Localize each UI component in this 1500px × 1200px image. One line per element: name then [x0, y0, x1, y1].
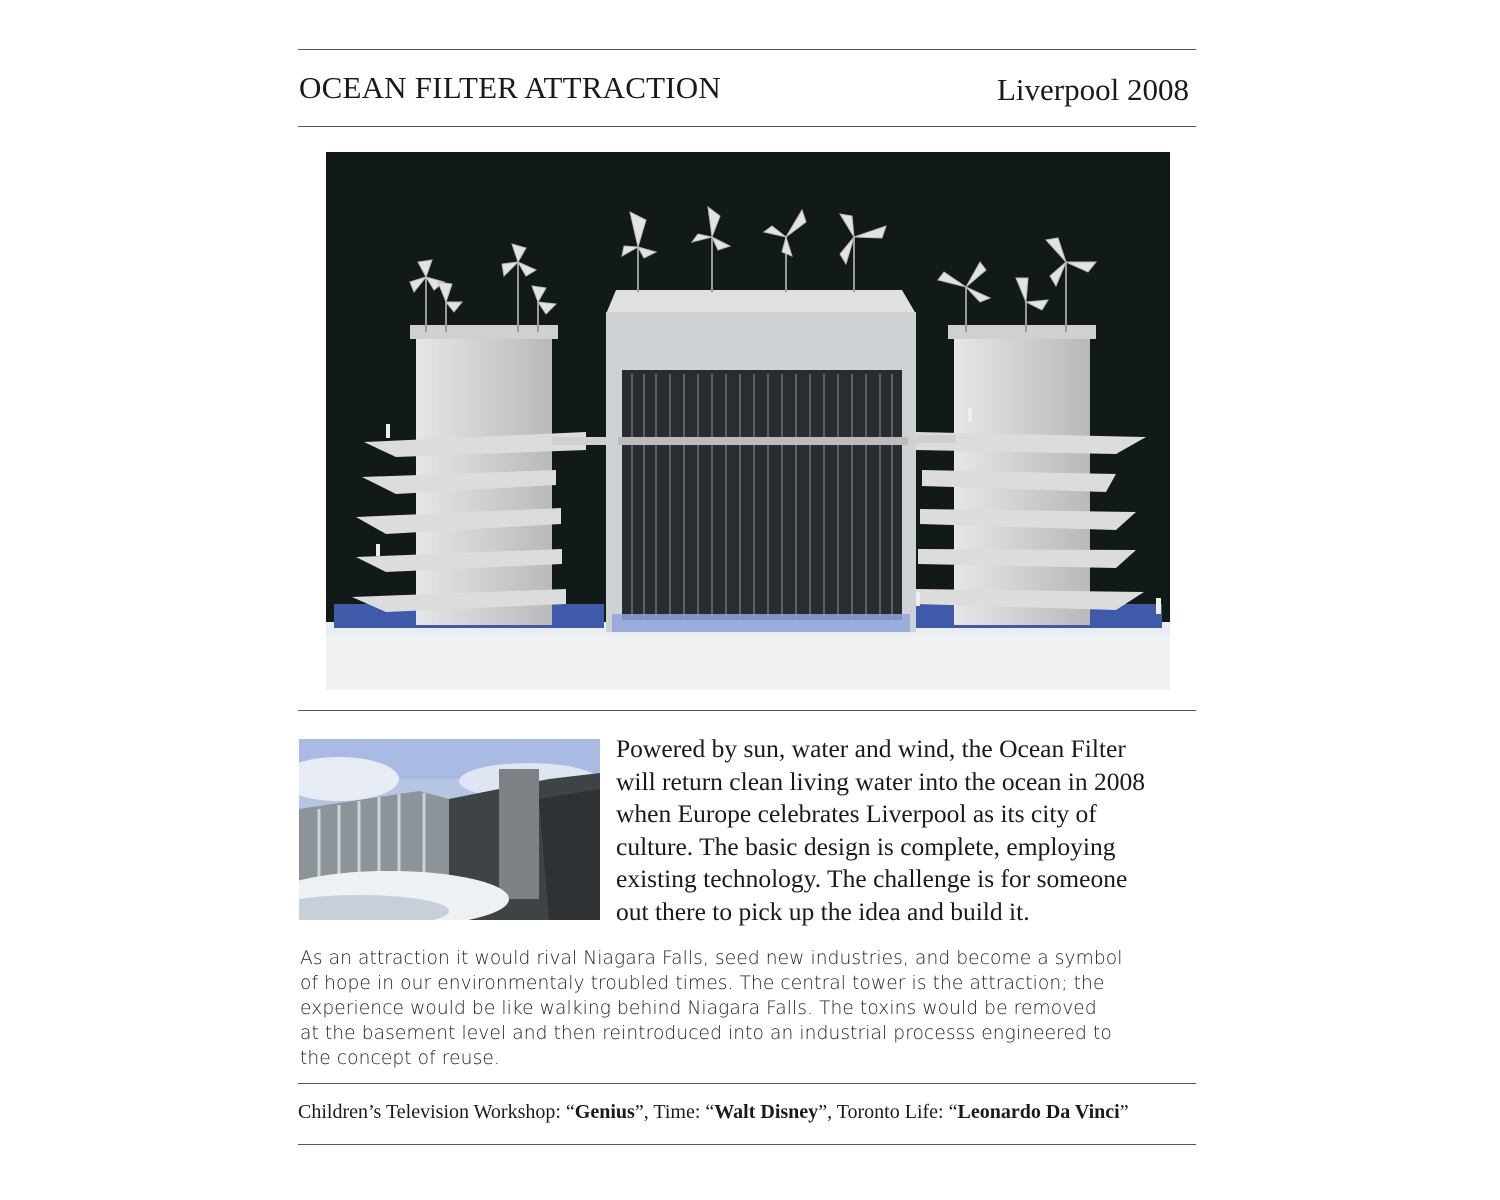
footer-bottom-rule — [298, 1144, 1196, 1145]
footer-term2: Walt Disney — [714, 1101, 819, 1123]
ocean-filter-rendering — [326, 152, 1170, 690]
header-rule — [298, 126, 1196, 127]
waterfall-photo-icon — [299, 739, 600, 920]
footer-end: ” — [1119, 1101, 1129, 1123]
lead-paragraph: Powered by sun, water and wind, the Ocean Filter will return clean living water into the ocean in 2008 when Europe celebrates Liverpool as its city of culture. The basic design is complete, employing existing technology. The challenge is for someone out there to pick up the idea and build it. — [616, 734, 1145, 926]
footer-source1: Children’s Television Workshop: “ — [298, 1101, 575, 1123]
image-rule — [298, 710, 1196, 711]
footer-source3: ”, Toronto Life: “ — [818, 1101, 958, 1123]
top-rule — [298, 49, 1196, 50]
footer-term1: Genius — [574, 1101, 635, 1123]
footer-credits — [298, 1101, 1129, 1124]
footer-top-rule — [298, 1083, 1196, 1084]
page-title: OCEAN FILTER ATTRACTION — [299, 70, 721, 105]
ocean-filter-building-render-icon — [326, 152, 1170, 690]
waterfall-photo — [299, 739, 600, 920]
footer-term3: Leonardo Da Vinci — [957, 1101, 1120, 1123]
location-year: Liverpool 2008 — [997, 72, 1189, 107]
footer-source2: ”, Time: “ — [634, 1101, 715, 1123]
body-paragraph: As an attraction it would rival Niagara Falls, seed new industries, and become a symbol of hope in our environmentaly troubled times. The central tower is the attraction; the experience would be like walking behind Niagara Falls. The toxins would be removed at the basement level and then reintroduced into an industrial processs engineered to the concept of reuse. — [300, 948, 1123, 1069]
